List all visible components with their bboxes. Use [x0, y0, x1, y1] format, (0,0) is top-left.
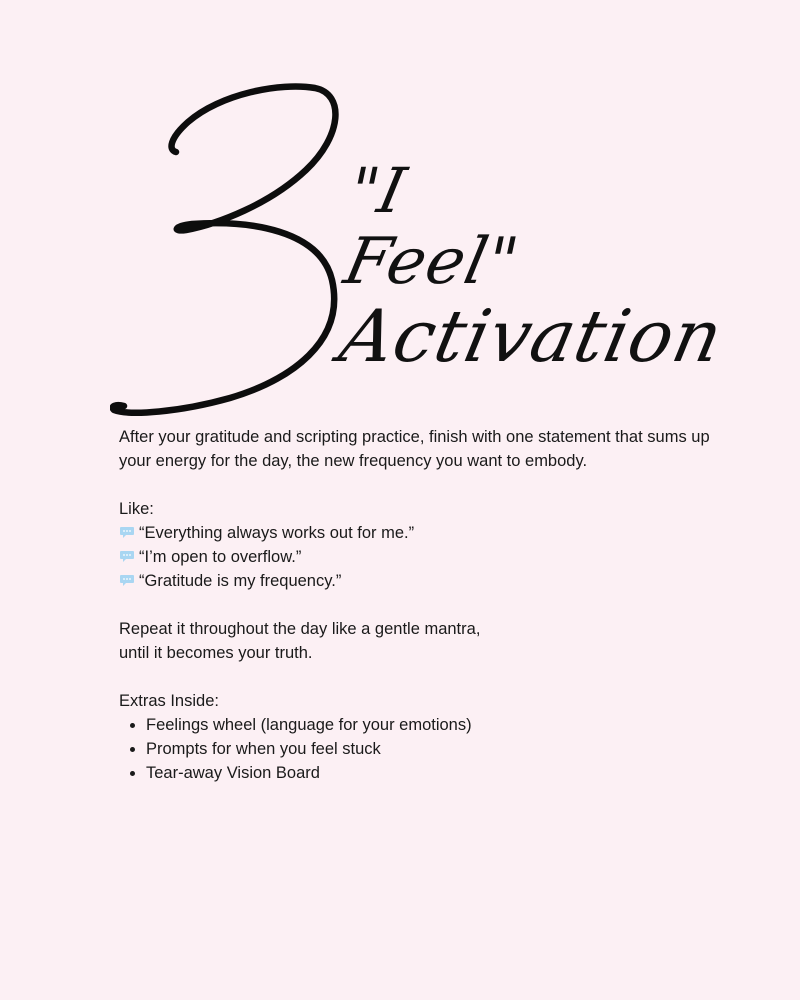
quote-text: “I’m open to overflow.”	[139, 548, 302, 566]
spacer	[119, 665, 719, 689]
extras-list	[119, 713, 719, 785]
list-item: • Prompts for when you feel stuck	[146, 737, 719, 761]
spacer	[119, 473, 719, 497]
speech-bubble-icon	[119, 574, 135, 587]
body-content	[119, 425, 719, 785]
quote-item	[119, 545, 719, 569]
quote-item	[119, 521, 719, 545]
extras-heading: Extras Inside:	[119, 692, 219, 710]
list-item: • Tear-away Vision Board	[146, 761, 719, 785]
numeral-three	[110, 80, 340, 420]
script-title	[333, 150, 731, 420]
repeat-line-2: until it becomes your truth.	[119, 644, 313, 662]
spacer	[119, 593, 719, 617]
speech-bubble-icon	[119, 526, 135, 539]
title-line-1: "I	[342, 154, 413, 227]
hero-section	[0, 0, 800, 420]
intro-paragraph: After your gratitude and scripting practice, finish with one statement that sums up your energy for the day, the new frequency you want to embody.	[119, 428, 710, 470]
title-line-2: Feel"	[338, 225, 526, 299]
repeat-line-1: Repeat it throughout the day like a gentle mantra,	[119, 620, 481, 638]
quote-item	[119, 569, 719, 593]
title-line-3: Activation	[333, 294, 731, 378]
quote-text: “Gratitude is my frequency.”	[139, 572, 342, 590]
speech-bubble-icon	[119, 550, 135, 563]
like-label: Like:	[119, 500, 154, 518]
quote-text: “Everything always works out for me.”	[139, 524, 415, 542]
list-item: • Feelings wheel (language for your emotions)	[146, 713, 719, 737]
